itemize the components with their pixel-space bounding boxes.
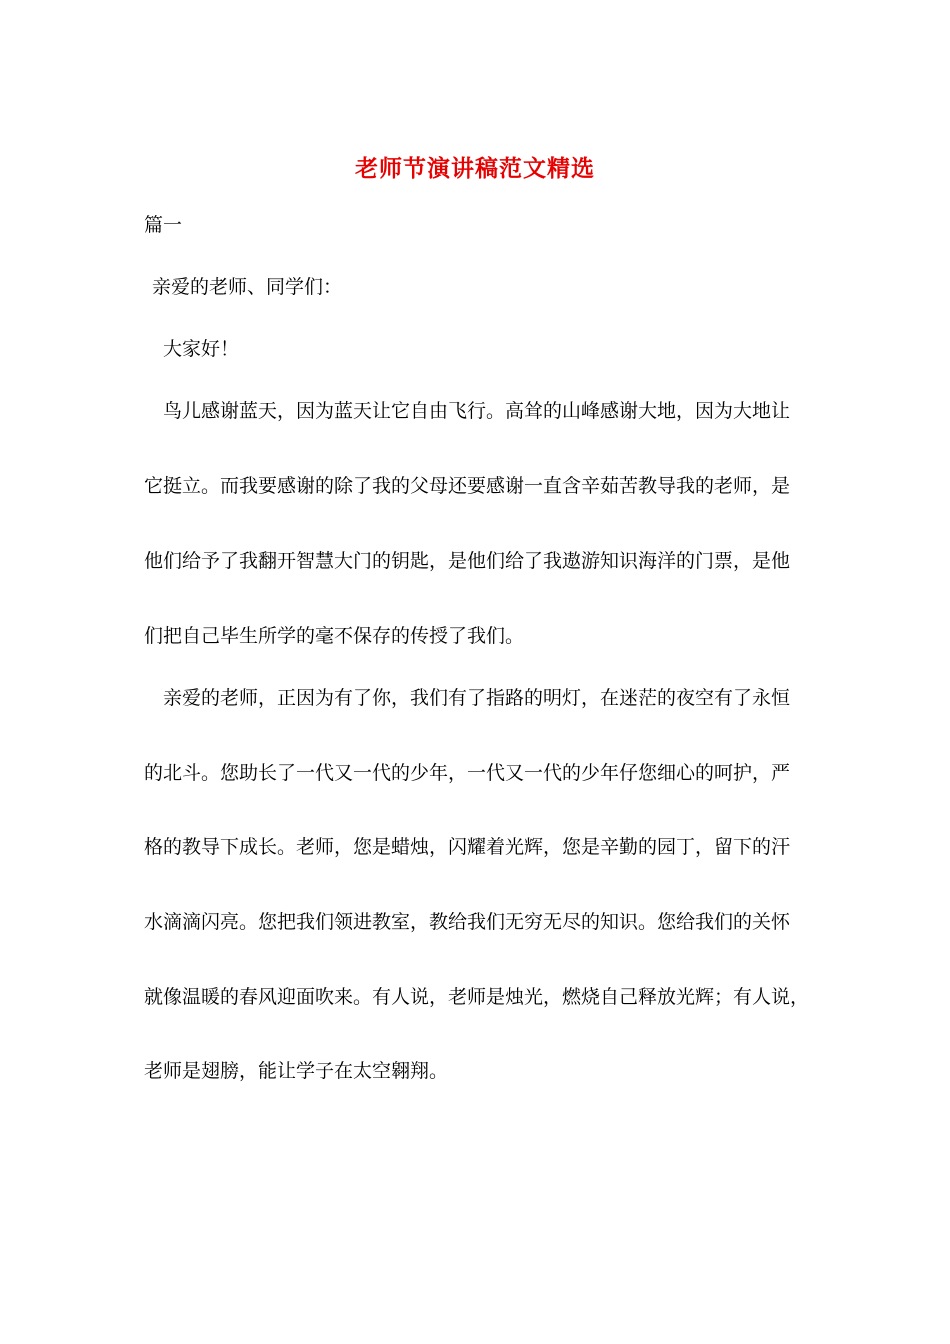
paragraph-line: 它挺立。而我要感谢的除了我的父母还要感谢一直含辛茹苦教导我的老师，是 [144,475,791,497]
paragraph-line: 鸟儿感谢蓝天，因为蓝天让它自由飞行。高耸的山峰感谢大地，因为大地让 [163,400,791,422]
paragraph-line: 老师是翅膀，能让学子在太空翱翔。 [144,1060,449,1082]
paragraph-line: 的北斗。您助长了一代又一代的少年，一代又一代的少年仔您细心的呵护，严 [144,762,791,784]
document-title: 老师节演讲稿范文精选 [355,155,595,182]
greeting: 大家好！ [163,338,240,360]
paragraph-line: 他们给予了我翻开智慧大门的钥匙，是他们给了我遨游知识海洋的门票，是他 [144,550,791,572]
paragraph-line: 们把自己毕生所学的毫不保存的传授了我们。 [144,625,525,647]
paragraph-line: 水滴滴闪亮。您把我们领进教室，教给我们无穷无尽的知识。您给我们的关怀 [144,911,791,933]
paragraph-line: 格的教导下成长。老师，您是蜡烛，闪耀着光辉，您是辛勤的园丁，留下的汗 [144,836,791,858]
section-label: 篇一 [144,214,183,236]
paragraph-line: 亲爱的老师，正因为有了你，我们有了指路的明灯，在迷茫的夜空有了永恒 [163,687,791,709]
paragraph-line: 就像温暖的春风迎面吹来。有人说，老师是烛光，燃烧自己释放光辉；有人说， [144,986,810,1008]
salutation: 亲爱的老师、同学们： [152,276,343,298]
